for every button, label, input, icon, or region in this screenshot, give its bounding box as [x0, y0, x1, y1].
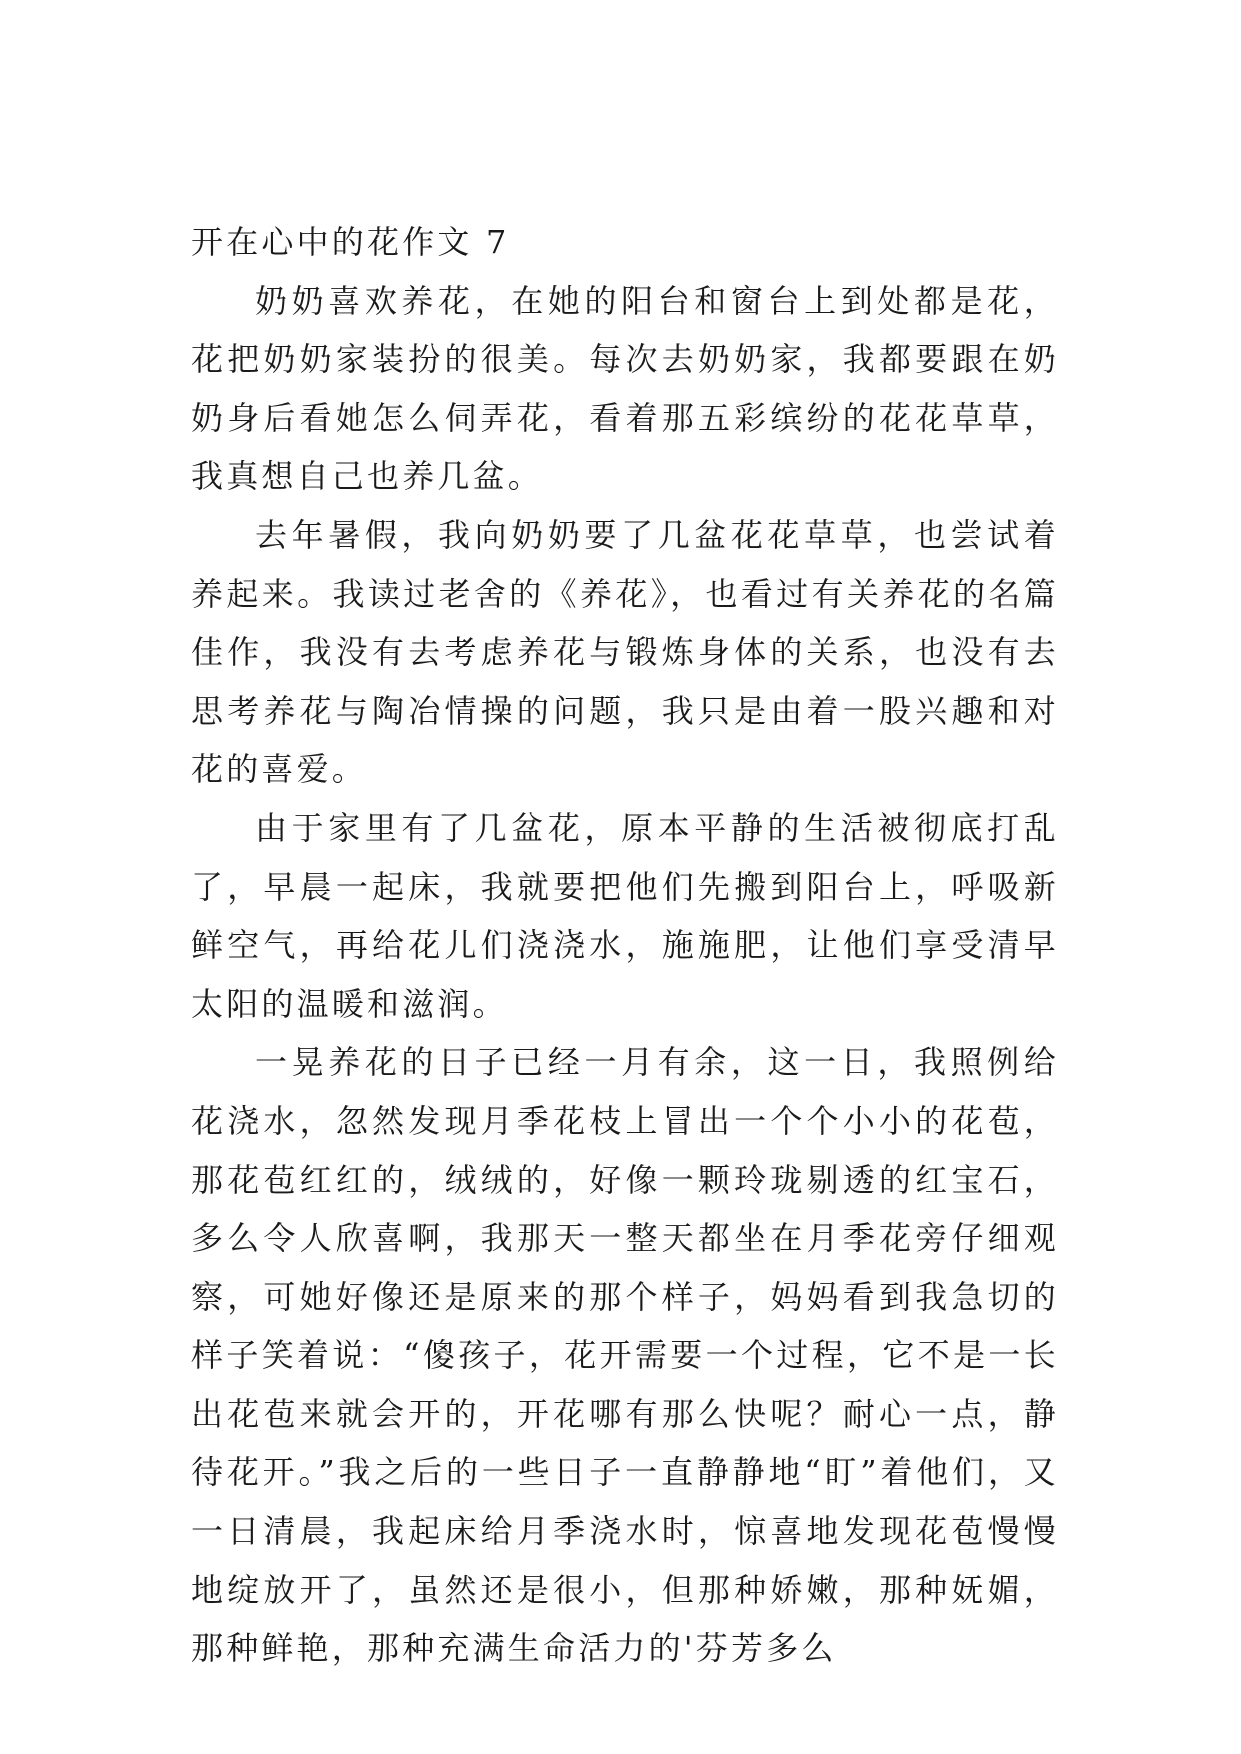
paragraph-4: 一晃养花的日子已经一月有余，这一日，我照例给花浇水，忽然发现月季花枝上冒出一个个小小的花苞，那花苞红红的，绒绒的，好像一颗玲珑剔透的红宝石，多么令人欣喜啊，我那天一整天都坐在月季花旁仔细观察，可她好像还是原来的那个样子，妈妈看到我急切的样子笑着说：“傻孩子，花开需要一个过程，它不是一长出花苞来就会开的，开花哪有那么快呢？耐心一点，静待花开。”我之后的一些日子一直静静地“盯”着他们，又一日清晨，我起床给月季浇水时，惊喜地发现花苞慢慢地绽放开了，虽然还是很小，但那种娇嫩，那种妩媚，那种鲜艳，那种充满生命活力的'芬芳多么 — [191, 1043, 1059, 1668]
document-body — [191, 213, 1059, 1678]
paragraph-2: 去年暑假，我向奶奶要了几盆花花草草，也尝试着养起来。我读过老舍的《养花》，也看过有关养花的名篇佳作，我没有去考虑养花与锻炼身体的关系，也没有去思考养花与陶冶情操的问题，我只是由着一股兴趣和对花的喜爱。 — [191, 515, 1059, 789]
document-title: 开在心中的花作文 7 — [191, 223, 510, 261]
paragraph-1: 奶奶喜欢养花，在她的阳台和窗台上到处都是花，花把奶奶家装扮的很美。每次去奶奶家，我都要跟在奶奶身后看她怎么伺弄花，看着那五彩缤纷的花花草草，我真想自己也养几盆。 — [191, 281, 1059, 496]
paragraph-3: 由于家里有了几盆花，原本平静的生活被彻底打乱了，早晨一起床，我就要把他们先搬到阳台上，呼吸新鲜空气，再给花儿们浇浇水，施施肥，让他们享受清早太阳的温暖和滋润。 — [191, 808, 1059, 1023]
